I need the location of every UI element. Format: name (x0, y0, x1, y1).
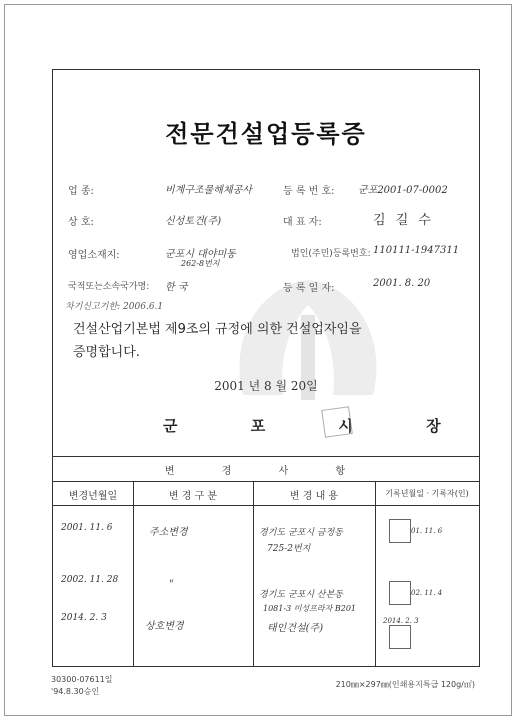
corp-no-value: 110111-1947311 (373, 245, 460, 256)
trade-name-value: 신성토건(주) (165, 216, 222, 227)
form-number: 30300-07611일 (51, 675, 113, 684)
reg-no-label: 등 록 번 호: (283, 186, 335, 197)
row3-type: 상호변경 (145, 621, 184, 632)
change-table-title: 변 경 사 항 (164, 466, 368, 477)
representative-label: 대 표 자: (283, 217, 322, 228)
nationality-label: 국적또는소속국가명: (68, 282, 150, 292)
nationality-value: 한 국 (165, 282, 188, 293)
row1-record: 01. 11. 6 (411, 527, 443, 535)
certification-text (73, 318, 473, 364)
approval-date: '94.8.30승인 (51, 687, 100, 696)
record-stamp-1 (389, 519, 411, 543)
row3-date: 2014. 2. 3 (61, 613, 107, 623)
address-value-1: 군포시 대야미동 (165, 249, 236, 260)
certification-line-1: 건설산업기본법 제9조의 규정에 의한 건설업자임을 (73, 322, 362, 337)
row3-content-1: 태인건설(주) (267, 623, 324, 634)
row2-record: 02. 11. 4 (411, 589, 443, 597)
row1-date: 2001. 11. 6 (61, 523, 113, 533)
header-change-content: 변 경 내 용 (289, 491, 339, 502)
row1-content-2: 725-2번지 (267, 544, 311, 554)
trade-name-label: 상 호: (68, 217, 94, 228)
issue-date: 2001 년 8 월 20일 (214, 379, 318, 393)
business-type-value: 비계구조물해체공사 (165, 185, 252, 196)
row2-type: " (169, 579, 174, 590)
row2-content-1: 경기도 군포시 산본동 (259, 590, 343, 600)
registration-date-label: 등 록 일 자: (283, 283, 335, 294)
address-label: 영업소재지: (68, 250, 120, 261)
paper-spec: 210㎜×297㎜(인쇄용지특급 120g/㎡) (335, 680, 475, 689)
document-title: 전문건설업등록증 (165, 120, 367, 148)
header-change-type: 변 경 구 분 (168, 491, 218, 502)
certification-line-2: 증명합니다. (73, 345, 140, 360)
row2-content-2: 1081-3 미성프라자 B201 (263, 604, 357, 613)
address-value-2: 262-8번지 (181, 259, 220, 268)
row1-type: 주소변경 (149, 527, 188, 538)
business-type-label: 업 종: (68, 186, 94, 197)
representative-value: 김 길 수 (373, 213, 434, 228)
record-stamp-2 (389, 581, 411, 605)
row3-record: 2014. 2. 3 (383, 617, 419, 625)
registration-date-value: 2001. 8. 20 (373, 278, 431, 289)
header-record: 기록년월일 · 기록자(인) (385, 489, 469, 498)
renewal-deadline: 차기신고기한: 2006.6.1 (65, 302, 164, 312)
official-seal (321, 406, 353, 438)
row2-date: 2002. 11. 28 (61, 575, 119, 585)
row1-content-1: 경기도 군포시 금정동 (259, 528, 343, 538)
certificate-frame (52, 69, 480, 667)
record-stamp-3 (389, 625, 411, 649)
document-page (4, 4, 512, 716)
reg-no-value: 군포2001-07-0002 (358, 185, 448, 196)
header-change-date: 변경년월일 (68, 491, 118, 502)
change-history-table (53, 456, 479, 667)
corp-no-label: 법인(주민)등록번호: (291, 249, 371, 259)
issuer-name: 군 포 시 장 (163, 417, 475, 435)
